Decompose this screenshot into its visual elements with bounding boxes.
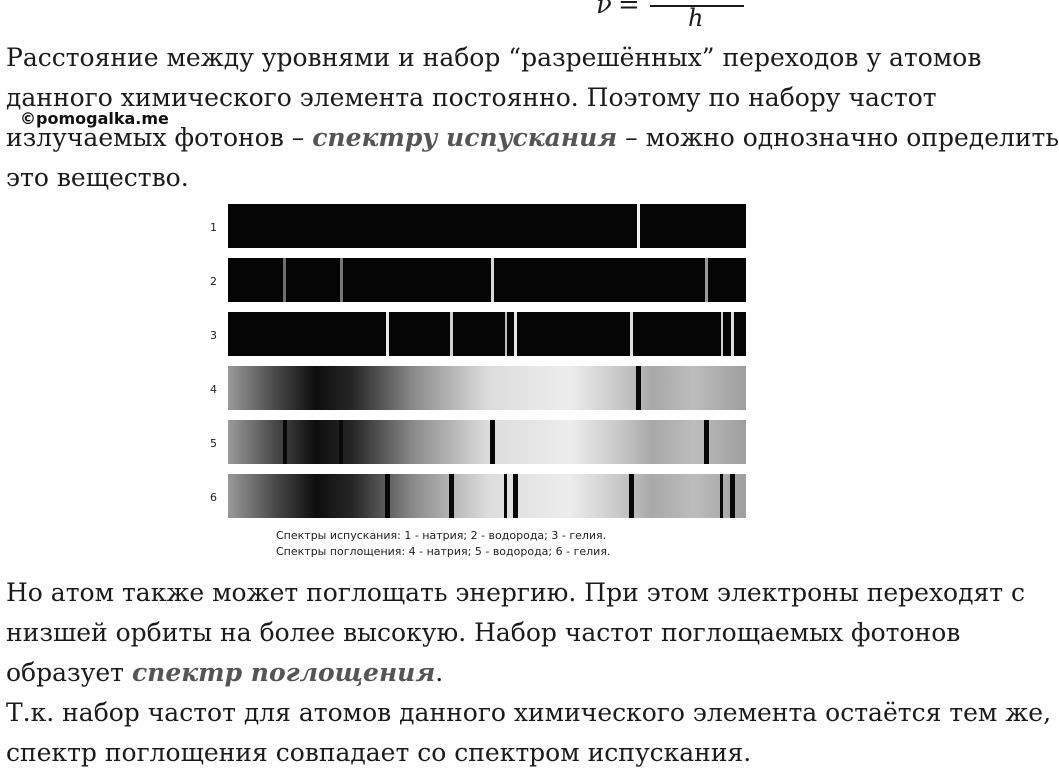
text-line: спектр поглощения совпадает со спектром испускания. [6, 738, 752, 767]
spectra-figure [200, 198, 756, 578]
row-label: 5 [210, 437, 217, 450]
formula-fragment [596, 0, 756, 40]
figure-caption-emission: Спектры испускания: 1 - натрия; 2 - водорода; 3 - гелия. [276, 529, 607, 542]
row-label: 1 [210, 221, 217, 234]
text-line: Но атом также может поглощать энергию. При этом электроны переходят с [6, 578, 1026, 607]
text-line [6, 653, 1025, 693]
text-line: это вещество. [6, 163, 189, 192]
paragraph-absorption [6, 573, 1025, 693]
term-emission-spectrum: спектру испускания [312, 123, 618, 152]
text-run: излучаемых фотонов – [6, 123, 313, 152]
paragraph-conclusion [6, 693, 1051, 773]
formula-nu: ν [596, 0, 612, 20]
spectrum-hydrogen-absorption [228, 420, 746, 464]
text-run: – можно однозначно определить [617, 123, 1059, 152]
spectrum-sodium-absorption [228, 366, 746, 410]
row-label: 3 [210, 329, 217, 342]
spectrum-helium-absorption [228, 474, 746, 518]
term-absorption-spectrum: спектр поглощения [131, 658, 436, 687]
spectrum-sodium-emission [228, 204, 746, 248]
formula-denominator: h [688, 4, 704, 32]
text-line: Расстояние между уровнями и набор “разрешённых” переходов у атомов [6, 43, 982, 72]
row-label: 4 [210, 383, 217, 396]
row-label: 6 [210, 491, 217, 504]
text-line: низшей орбиты на более высокую. Набор частот поглощаемых фотонов [6, 618, 961, 647]
watermark: ©pomogalka.me [20, 109, 169, 128]
text-line: Т.к. набор частот для атомов данного химического элемента остаётся тем же, [6, 698, 1052, 727]
figure-caption-absorption: Спектры поглощения: 4 - натрия; 5 - водорода; 6 - гелия. [276, 545, 611, 558]
text-run: . [435, 658, 444, 687]
spectrum-hydrogen-emission [228, 258, 746, 302]
formula-equals: = [618, 0, 640, 20]
row-label: 2 [210, 275, 217, 288]
text-run: образует [6, 658, 132, 687]
spectrum-helium-emission [228, 312, 746, 356]
text-line: данного химического элемента постоянно. Поэтому по набору частот [6, 83, 937, 112]
